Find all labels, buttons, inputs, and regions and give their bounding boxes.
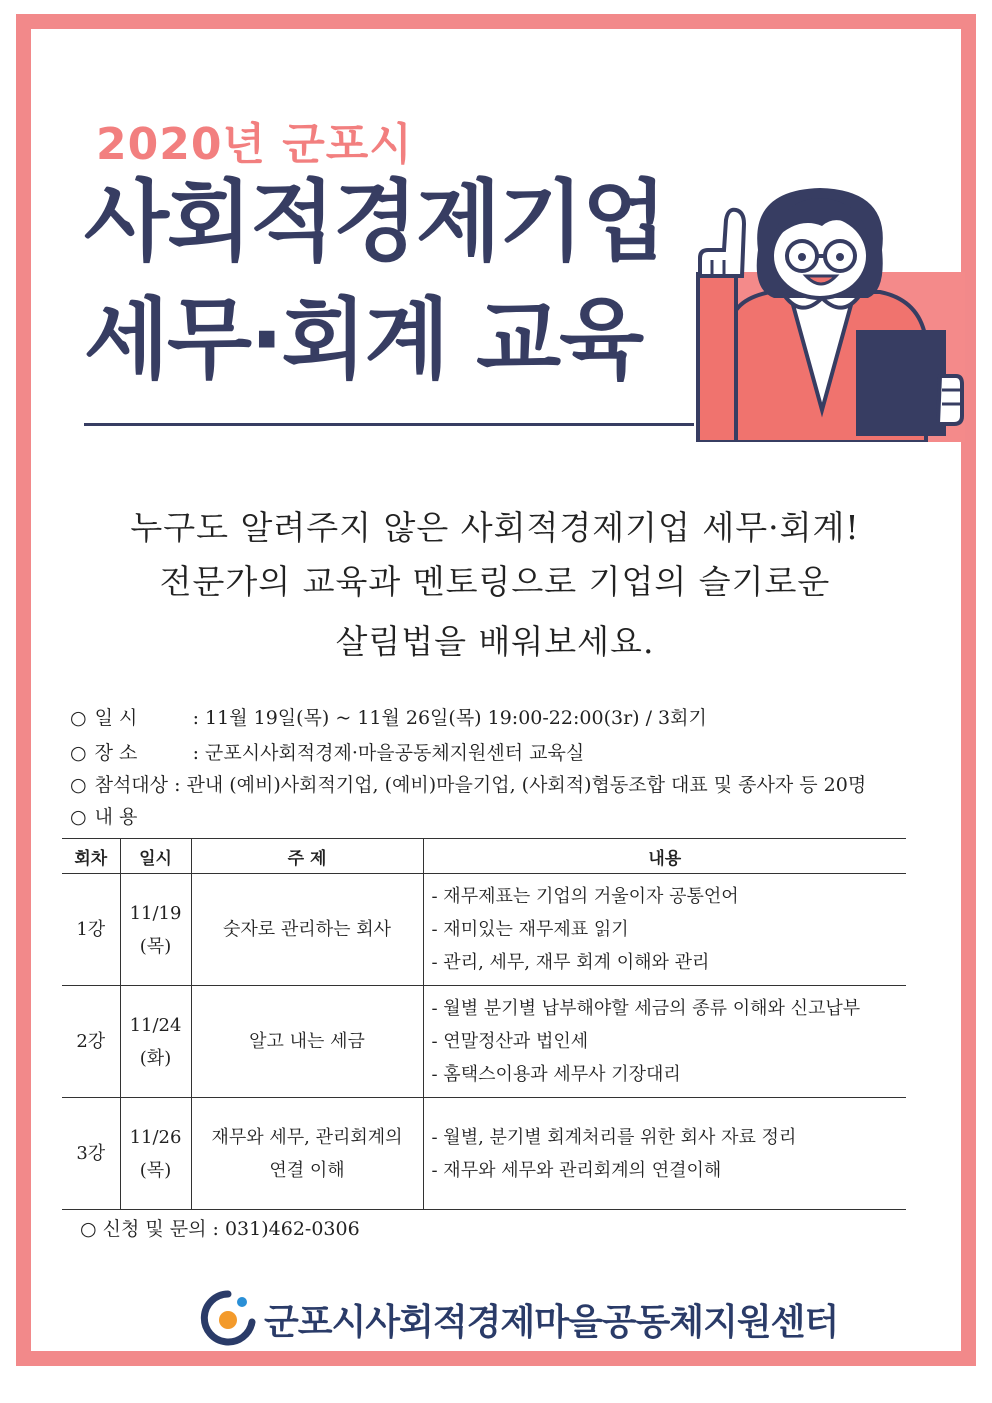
session-cell: 2강 bbox=[62, 986, 120, 1098]
table-header-row bbox=[62, 839, 906, 874]
topic-text: 재무와 세무, 관리회계의 bbox=[211, 1126, 403, 1148]
intro-line-1: 누구도 알려주지 않은 사회적경제기업 세무·회계! bbox=[130, 508, 860, 547]
content-item: - 재미있는 재무제표 읽기 bbox=[431, 919, 629, 940]
content-item: - 월별 분기별 납부해야할 세금의 종류 이해와 신고납부 bbox=[431, 998, 861, 1019]
bullet-circle-icon: ○ bbox=[70, 774, 87, 796]
info-value: : 관내 (예비)사회적기업, (예비)마을기업, (사회적)협동조합 대표 및 종사자 등 20명 bbox=[174, 774, 867, 796]
contact-text: 신청 및 문의 : 031)462-0306 bbox=[102, 1218, 360, 1240]
center-logo-text: 군포시사회적경제마을공동체지원센터 bbox=[264, 1302, 839, 1343]
content-item: - 관리, 세무, 재무 회계 이해와 관리 bbox=[431, 952, 710, 973]
content-item: - 재무와 세무와 관리회계의 연결이해 bbox=[431, 1159, 722, 1181]
table-row bbox=[62, 1098, 906, 1210]
info-label: 장 소 bbox=[94, 742, 138, 764]
date-text: 11/19 bbox=[129, 902, 182, 924]
center-logo-icon bbox=[198, 1288, 258, 1348]
content-item: - 연말정산과 법인세 bbox=[431, 1031, 589, 1052]
info-schedule bbox=[70, 703, 707, 730]
content-item: - 월별, 분기별 회계처리를 위한 회사 자료 정리 bbox=[431, 1126, 797, 1148]
topic-text: 연결 이해 bbox=[269, 1159, 345, 1181]
title-line-1: 사회적경제기업 bbox=[84, 170, 666, 273]
bullet-circle-icon: ○ bbox=[80, 1218, 97, 1240]
info-label: 일 시 bbox=[94, 707, 138, 729]
topic-text: 숫자로 관리하는 회사 bbox=[223, 919, 391, 940]
session-cell: 1강 bbox=[62, 874, 120, 986]
bullet-circle-icon: ○ bbox=[70, 707, 87, 729]
day-text: (화) bbox=[139, 1047, 172, 1069]
header-content: 내용 bbox=[423, 839, 906, 874]
info-location bbox=[70, 738, 584, 765]
topic-cell bbox=[191, 1098, 423, 1210]
intro-line-3: 살림법을 배워보세요. bbox=[335, 622, 655, 661]
info-value: : 11월 19일(목) ~ 11월 26일(목) 19:00-22:00(3r) / 3회기 bbox=[192, 707, 707, 729]
topic-cell bbox=[191, 986, 423, 1098]
date-text: 11/26 bbox=[129, 1126, 182, 1148]
info-value: : 군포시사회적경제·마을공동체지원센터 교육실 bbox=[192, 742, 585, 764]
content-cell bbox=[423, 1098, 906, 1210]
content-cell bbox=[423, 874, 906, 986]
info-contents bbox=[70, 802, 137, 829]
date-cell bbox=[120, 986, 191, 1098]
title-underline bbox=[84, 423, 694, 426]
date-cell bbox=[120, 874, 191, 986]
topic-cell bbox=[191, 874, 423, 986]
instructor-illustration-icon bbox=[690, 180, 965, 442]
day-text: (목) bbox=[139, 935, 172, 957]
info-label: 참석대상 bbox=[94, 774, 169, 796]
bullet-circle-icon: ○ bbox=[70, 742, 87, 764]
info-attendees bbox=[70, 770, 866, 797]
date-text: 11/24 bbox=[129, 1014, 182, 1036]
content-item: - 재무제표는 기업의 거울이자 공통언어 bbox=[431, 886, 739, 907]
schedule-table bbox=[62, 838, 906, 1210]
date-cell bbox=[120, 1098, 191, 1210]
title-line-2: 세무·회계 교육 bbox=[84, 288, 643, 391]
day-text: (목) bbox=[139, 1159, 172, 1181]
session-cell: 3강 bbox=[62, 1098, 120, 1210]
bullet-circle-icon: ○ bbox=[70, 806, 87, 828]
content-item: - 홈택스이용과 세무사 기장대리 bbox=[431, 1064, 681, 1085]
table-row bbox=[62, 874, 906, 986]
header-session: 회차 bbox=[62, 839, 120, 874]
intro-line-2: 전문가의 교육과 멘토링으로 기업의 슬기로운 bbox=[159, 562, 831, 601]
content-cell bbox=[423, 986, 906, 1098]
header-topic: 주 제 bbox=[191, 839, 423, 874]
table-row bbox=[62, 986, 906, 1098]
info-label: 내 용 bbox=[94, 806, 138, 828]
year-line: 2020년 군포시 bbox=[96, 119, 413, 170]
contact-line bbox=[80, 1214, 360, 1241]
topic-text: 알고 내는 세금 bbox=[249, 1031, 365, 1052]
header-date: 일시 bbox=[120, 839, 191, 874]
